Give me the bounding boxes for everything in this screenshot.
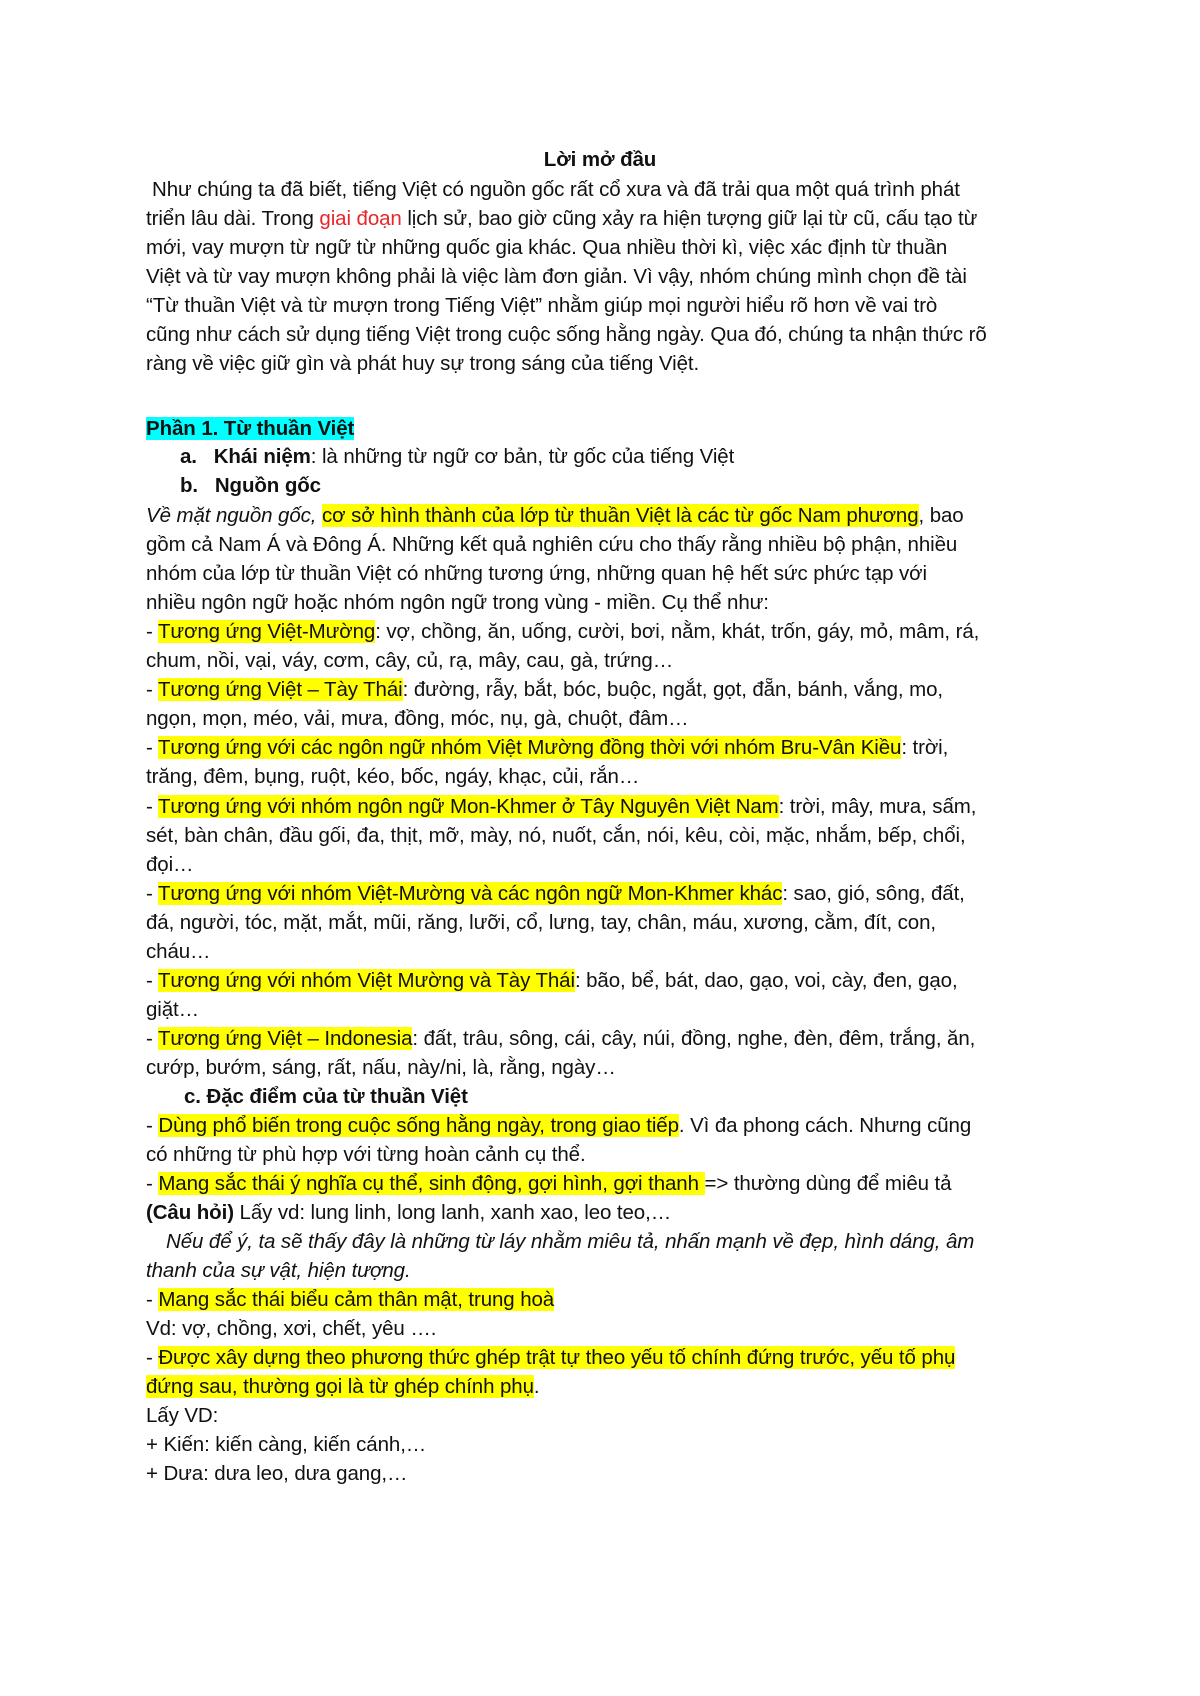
correspondence-item-cont: trăng, đêm, bụng, ruột, kéo, bốc, ngáy, khạc, củi, rắn… xyxy=(146,765,640,788)
origin-line-1: Về mặt nguồn gốc, cơ sở hình thành của lớp từ thuần Việt là các từ gốc Nam phương, bao xyxy=(146,504,964,527)
intro-line-7: ràng về việc giữ gìn và phát huy sự trong sáng của tiếng Việt. xyxy=(146,352,700,375)
example-item: + Kiến: kiến càng, kiến cánh,… xyxy=(146,1433,427,1456)
list-item-b: b. Nguồn gốc xyxy=(180,474,321,497)
feature-line: - Được xây dựng theo phương thức ghép trật tự theo yếu tố chính đứng trước, yếu tố phụ xyxy=(146,1346,956,1369)
feature-example: Vd: vợ, chồng, xơi, chết, yêu …. xyxy=(146,1317,437,1340)
example-label: Lấy VD: xyxy=(146,1404,219,1427)
page-title: Lời mở đầu xyxy=(543,148,657,171)
correspondence-item: - Tương ứng với nhóm Việt-Mường và các ngôn ngữ Mon-Khmer khác: sao, gió, sông, đất, xyxy=(146,882,965,905)
intro-line-4: Việt và từ vay mượn không phải là việc làm đơn giản. Vì vậy, nhóm chúng mình chọn đề tài xyxy=(146,265,967,288)
highlight-red-text: giai đoạn xyxy=(319,207,402,230)
feature-line: - Mang sắc thái biểu cảm thân mật, trung hoà xyxy=(146,1288,555,1311)
feature-line: - Mang sắc thái ý nghĩa cụ thể, sinh động, gợi hình, gợi thanh => thường dùng để miêu tả xyxy=(146,1172,952,1195)
correspondence-item: - Tương ứng Việt-Mường: vợ, chồng, ăn, uống, cười, bơi, nằm, khát, trốn, gáy, mỏ, mâm, rá, xyxy=(146,620,980,643)
origin-line-3: nhóm của lớp từ thuần Việt có những tương ứng, những quan hệ hết sức phức tạp với xyxy=(146,562,927,585)
feature-line-cont: có những từ phù hợp với từng hoàn cảnh cụ thể. xyxy=(146,1143,586,1166)
intro-line-2: triển lâu dài. Trong giai đoạn lịch sử, bao giờ cũng xảy ra hiện tượng giữ lại từ cũ, cấu tạo từ xyxy=(146,207,978,230)
example-item: + Dưa: dưa leo, dưa gang,… xyxy=(146,1462,408,1485)
correspondence-item: - Tương ứng với nhóm ngôn ngữ Mon-Khmer ở Tây Nguyên Việt Nam: trời, mây, mưa, sấm, xyxy=(146,795,977,818)
section-heading: Phần 1. Từ thuần Việt xyxy=(146,417,355,440)
feature-note-cont: thanh của sự vật, hiện tượng. xyxy=(146,1259,411,1282)
correspondence-item: - Tương ứng với các ngôn ngữ nhóm Việt Mường đồng thời với nhóm Bru-Vân Kiều: trời, xyxy=(146,736,949,759)
feature-line-cont: đứng sau, thường gọi là từ ghép chính phụ. xyxy=(146,1375,540,1398)
correspondence-item-cont: ngọn, mọn, méo, vải, mưa, đồng, móc, nụ, gà, chuột, đâm… xyxy=(146,707,689,730)
correspondence-item-cont: chum, nồi, vại, váy, cơm, cây, củ, rạ, mây, cau, gà, trứng… xyxy=(146,649,674,672)
correspondence-item: - Tương ứng Việt – Indonesia: đất, trâu, sông, cái, cây, núi, đồng, nghe, đèn, đêm, trắng, ăn, xyxy=(146,1027,976,1050)
correspondence-item-cont: sét, bàn chân, đầu gối, đa, thịt, mỡ, mày, nó, nuốt, cắn, nói, kêu, còi, mặc, nhắm, bếp, chổi, xyxy=(146,824,966,847)
list-item-a: a. Khái niệm: là những từ ngữ cơ bản, từ gốc của tiếng Việt xyxy=(180,445,735,468)
correspondence-item: - Tương ứng với nhóm Việt Mường và Tày Thái: bão, bể, bát, dao, gạo, voi, cày, đen, gạo, xyxy=(146,969,958,992)
feature-example: (Câu hỏi) Lấy vd: lung linh, long lanh, xanh xao, leo teo,… xyxy=(146,1201,672,1224)
intro-line-3: mới, vay mượn từ ngữ từ những quốc gia khác. Qua nhiều thời kì, việc xác định từ thuần xyxy=(146,236,948,259)
correspondence-item-cont: giặt… xyxy=(146,998,200,1021)
correspondence-item-cont: đọi… xyxy=(146,853,194,876)
correspondence-item-cont: cháu… xyxy=(146,940,211,963)
feature-note: Nếu để ý, ta sẽ thấy đây là những từ láy nhằm miêu tả, nhấn mạnh về đẹp, hình dáng, âm xyxy=(166,1230,975,1253)
correspondence-item: - Tương ứng Việt – Tày Thái: đường, rẫy, bắt, bóc, buộc, ngắt, gọt, đẵn, bánh, vắng, mo, xyxy=(146,678,943,701)
intro-line-6: cũng như cách sử dụng tiếng Việt trong cuộc sống hằng ngày. Qua đó, chúng ta nhận thức rõ xyxy=(146,323,987,346)
correspondence-item-cont: đá, người, tóc, mặt, mắt, mũi, răng, lưỡi, cổ, lưng, tay, chân, máu, xương, cằm, đít, con, xyxy=(146,911,936,934)
correspondence-item-cont: cướp, bướm, sáng, rất, nấu, này/ni, là, rằng, ngày… xyxy=(146,1056,616,1079)
subsection-heading-c: c. Đặc điểm của từ thuần Việt xyxy=(184,1085,468,1108)
origin-line-4: nhiều ngôn ngữ hoặc nhóm ngôn ngữ trong vùng - miền. Cụ thể như: xyxy=(146,591,769,614)
origin-line-2: gồm cả Nam Á và Đông Á. Những kết quả nghiên cứu cho thấy rằng nhiều bộ phận, nhiều xyxy=(146,533,958,556)
feature-line: - Dùng phổ biến trong cuộc sống hằng ngày, trong giao tiếp. Vì đa phong cách. Nhưng cũng xyxy=(146,1114,972,1137)
intro-line-1: Như chúng ta đã biết, tiếng Việt có nguồn gốc rất cổ xưa và đã trải qua một quá trình phát xyxy=(152,178,960,201)
intro-line-5: “Từ thuần Việt và từ mượn trong Tiếng Việt” nhằm giúp mọi người hiểu rõ hơn về vai trò xyxy=(146,294,938,317)
